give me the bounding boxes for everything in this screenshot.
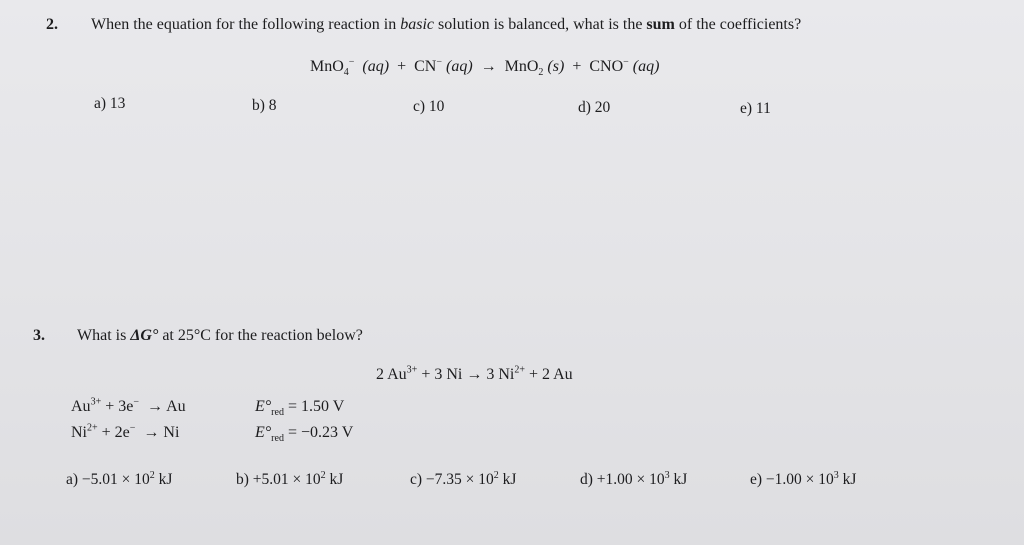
q2-question-text: When the equation for the following reaction in basic solution is balanced, what is the sum of the coefficients? [91, 16, 802, 33]
q2-choice-d[interactable]: d) 20 [578, 99, 611, 116]
q3-choice-e[interactable]: $e) -1.00 \times 10^3$ kJ [750, 469, 857, 488]
q3-delta-g: ΔG° [130, 327, 159, 344]
q2-basic-text: basic [400, 16, 435, 33]
q2-number: 2. [46, 16, 58, 33]
q2-equation: MnO$_4$− (aq) + CN− (aq) → MnO$_2$ (s) + CNO− (aq) [310, 56, 660, 79]
q3-half-reaction-au: $Au^{3+} + 3e^- \to Au$ [71, 396, 186, 415]
q3-choice-b[interactable]: $b) +5.01 \times 10^2$ kJ [236, 469, 344, 488]
q3-choice-c[interactable]: $c) -7.35 \times 10^2$ kJ [410, 469, 517, 488]
q2-choice-c[interactable]: c) 10 [413, 98, 445, 115]
q2-sum-text: sum [646, 16, 675, 33]
q2-choice-b[interactable]: b) 8 [252, 97, 277, 114]
q3-choice-d[interactable]: $d) +1.00 \times 10^3$ kJ [580, 469, 688, 488]
reaction-arrow: → [480, 58, 497, 75]
q3-half-reaction-ni: $Ni^{2+} + 2e^- \to Ni$ [71, 422, 180, 441]
q3-choice-a[interactable]: $a) -5.01 \times 10^2$ kJ [66, 469, 173, 488]
q3-reaction: 2 $Au^{3+} + 3$ Ni → 3 $Ni^{2+} + 2$ Au [376, 364, 573, 383]
q2-choice-e[interactable]: e) 11 [740, 100, 771, 117]
q2-choice-a[interactable]: a) 13 [94, 95, 126, 112]
q3-number: 3. [33, 327, 45, 344]
q3-potential-au: $E^\circ_{red} = 1.50$ V [255, 398, 345, 419]
q3-question-text: What is ΔG° at 25°C for the reaction below? [77, 327, 363, 344]
q3-potential-ni: $E^\circ_{red} = -0.23$ V [255, 424, 354, 445]
